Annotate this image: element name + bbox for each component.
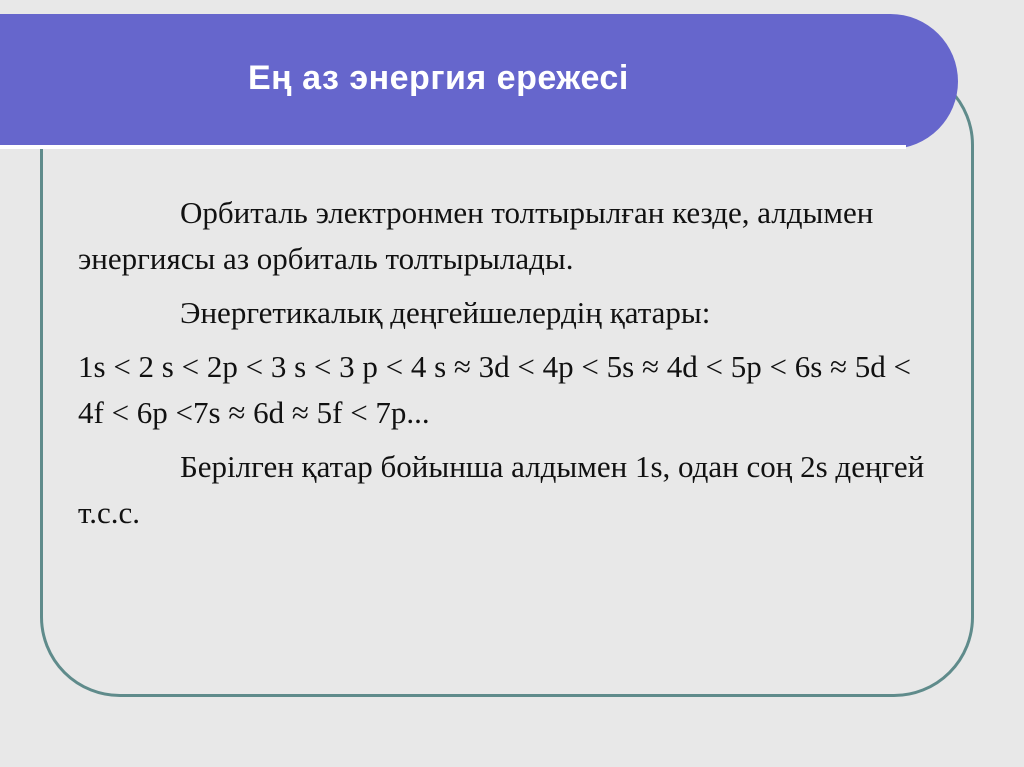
slide-body <box>78 190 928 536</box>
paragraph-sublevel-heading: Энергетикалық деңгейшелердің қатары: <box>180 295 711 330</box>
slide-title: Ең аз энергия ережесі <box>248 59 629 97</box>
title-bar <box>0 14 958 149</box>
paragraph-conclusion: Берілген қатар бойынша алдымен 1s, одан соң 2s деңгей т.с.с. <box>78 449 925 530</box>
title-underline <box>0 145 906 149</box>
paragraph-sublevel-sequence: 1s < 2 s < 2p < 3 s < 3 p < 4 s ≈ 3d < 4p < 5s ≈ 4d < 5p < 6s ≈ 5d < 4f < 6p <7s ≈ 6d ≈ 5f < 7p... <box>78 349 912 430</box>
paragraph-orbital-rule: Орбиталь электронмен толтырылған кезде, алдымен энергиясы аз орбиталь толтырылады. <box>78 195 874 276</box>
